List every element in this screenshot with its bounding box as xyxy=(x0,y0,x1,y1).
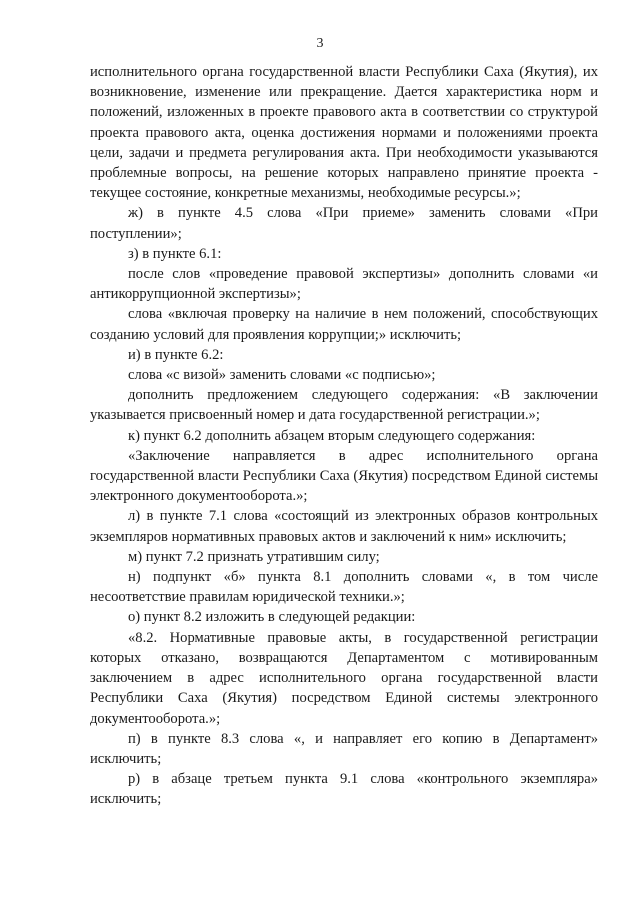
page-number: 3 xyxy=(316,36,324,51)
paragraph-item-i-sub1: слова «с визой» заменить словами «с подписью»; xyxy=(128,367,436,384)
paragraph-item-i: и) в пункте 6.2: xyxy=(128,346,224,363)
paragraph-item-zh: ж) в пункте 4.5 слова «При приеме» заменить словами «При поступлении»; xyxy=(90,205,598,242)
paragraph-item-z: з) в пункте 6.1: xyxy=(128,245,222,262)
paragraph-item-l: л) в пункте 7.1 слова «состоящий из электронных образов контрольных экземпляров нормативных правовых актов и заключений к ним» исключить; xyxy=(90,508,598,545)
paragraph-item-z-sub1: после слов «проведение правовой экспертизы» дополнить словами «и антикоррупционной экспертизы»; xyxy=(90,266,598,303)
paragraph-item-m: м) пункт 7.2 признать утратившим силу; xyxy=(128,548,380,565)
paragraph-item-i-sub2: дополнить предложением следующего содержания: «В заключении указывается присвоенный номер и дата государственной регистрации.»; xyxy=(90,387,598,424)
document-body xyxy=(90,62,598,810)
paragraph-item-r: р) в абзаце третьем пункта 9.1 слова «контрольного экземпляра» исключить; xyxy=(90,771,598,808)
paragraph-item-o: о) пункт 8.2 изложить в следующей редакции: xyxy=(128,609,416,626)
paragraph-item-n: н) подпункт «б» пункта 8.1 дополнить словами «, в том числе несоответствие правилам юридической техники.»; xyxy=(90,569,598,606)
paragraph-item-k-quote: «Заключение направляется в адрес исполнительного органа государственной власти Республики Саха (Якутия) посредством Единой системы электронного документооборота.»; xyxy=(90,447,598,505)
paragraph-item-z-sub2: слова «включая проверку на наличие в нем положений, способствующих созданию условий для проявления коррупции;» исключить; xyxy=(90,306,598,343)
paragraph-item-p: п) в пункте 8.3 слова «, и направляет его копию в Департамент» исключить; xyxy=(90,730,598,767)
paragraph-item-o-quote: «8.2. Нормативные правовые акты, в государственной регистрации которых отказано, возвращаются Департаментом с мотивированным заключением в адрес исполнительного органа государственной власти Республики Саха (Якутия) посредством Единой системы электронного документооборота.»; xyxy=(90,629,598,727)
paragraph-continuation: исполнительного органа государственной власти Республики Саха (Якутия), их возникновение, изменение или прекращение. Дается характеристика норм и положений, изложенных в проекте правового акта в соответствии со структурой проекта правового акта, оценка достижения нормами и положениями проекта цели, задачи и предмета регулирования акта. При необходимости указываются проблемные вопросы, на решение которых направлено принятие проекта - текущее состояние, конкретные механизмы, необходимые ресурсы.»; xyxy=(90,64,598,202)
paragraph-item-k: к) пункт 6.2 дополнить абзацем вторым следующего содержания: xyxy=(128,427,536,444)
